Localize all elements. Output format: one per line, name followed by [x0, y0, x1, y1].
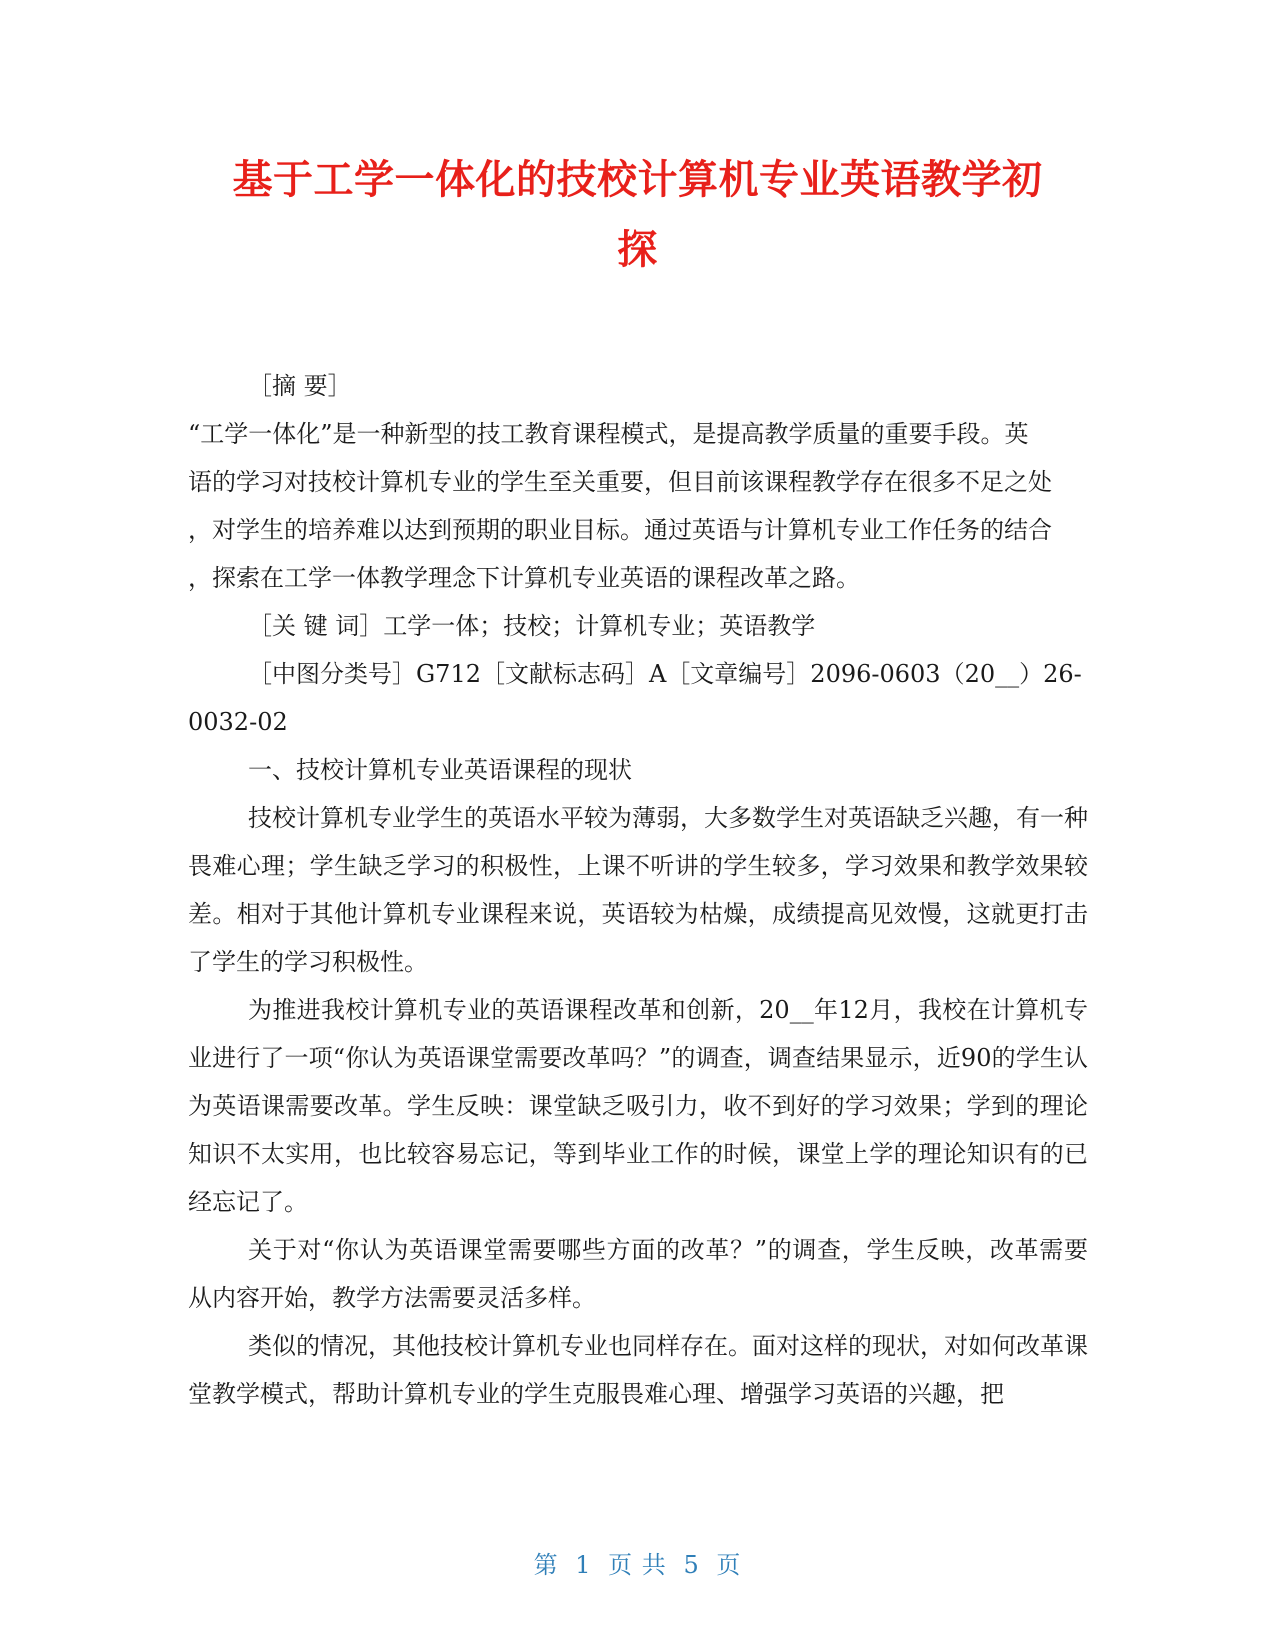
paragraph-3: 关于对“你认为英语课堂需要哪些方面的改革？”的调查，学生反映，改革需要从内容开始，教学方法需要灵活多样。 — [188, 1236, 1088, 1312]
abstract-line-1: “工学一体化”是一种新型的技工教育课程模式，是提高教学质量的重要手段。英 — [188, 420, 1029, 448]
section-heading: 一、技校计算机专业英语课程的现状 — [248, 756, 632, 784]
title-line-2: 探 — [617, 227, 658, 273]
page-footer — [0, 1545, 1275, 1580]
classification-line-1: ［中图分类号］G712［文献标志码］A［文章编号］2096-0603（20__）26- — [248, 660, 1082, 688]
document-body — [188, 362, 1088, 1418]
title-line-1: 基于工学一体化的技校计算机专业英语教学初 — [232, 157, 1043, 203]
footer-page-current: 1 — [575, 1551, 592, 1579]
footer-page-total: 5 — [683, 1551, 700, 1579]
paragraph-4: 类似的情况，其他技校计算机专业也同样存在。面对这样的现状，对如何改革课堂教学模式，帮助计算机专业的学生克服畏难心理、增强学习英语的兴趣，把 — [188, 1332, 1088, 1408]
abstract-line-3: ，对学生的培养难以达到预期的职业目标。通过英语与计算机专业工作任务的结合 — [188, 516, 1052, 544]
paragraph-2: 为推进我校计算机专业的英语课程改革和创新，20__年12月，我校在计算机专业进行了一项“你认为英语课堂需要改革吗？”的调查，调查结果显示，近90的学生认为英语课需要改革。学生反映：课堂缺乏吸引力，收不到好的学习效果；学到的理论知识不太实用，也比较容易忘记，等到毕业工作的时候，课堂上学的理论知识有的已经忘记了。 — [188, 996, 1088, 1216]
classification-line-2: 0032-02 — [188, 708, 288, 736]
abstract-line-4: ，探索在工学一体教学理念下计算机专业英语的课程改革之路。 — [188, 564, 860, 592]
abstract-line-2: 语的学习对技校计算机专业的学生至关重要，但目前该课程教学存在很多不足之处 — [188, 468, 1052, 496]
footer-page-prefix: 第 — [533, 1551, 559, 1579]
paragraph-1: 技校计算机专业学生的英语水平较为薄弱，大多数学生对英语缺乏兴趣，有一种畏难心理；学生缺乏学习的积极性，上课不听讲的学生较多，学习效果和教学效果较差。相对于其他计算机专业课程来说，英语较为枯燥，成绩提高见效慢，这就更打击了学生的学习积极性。 — [188, 804, 1088, 976]
footer-page-mid: 页 共 — [608, 1551, 667, 1579]
document-title — [180, 145, 1095, 285]
abstract-label: ［摘 要］ — [248, 372, 352, 400]
footer-page-suffix: 页 — [716, 1551, 742, 1579]
keywords: ［关 键 词］工学一体；技校；计算机专业；英语教学 — [248, 612, 816, 640]
